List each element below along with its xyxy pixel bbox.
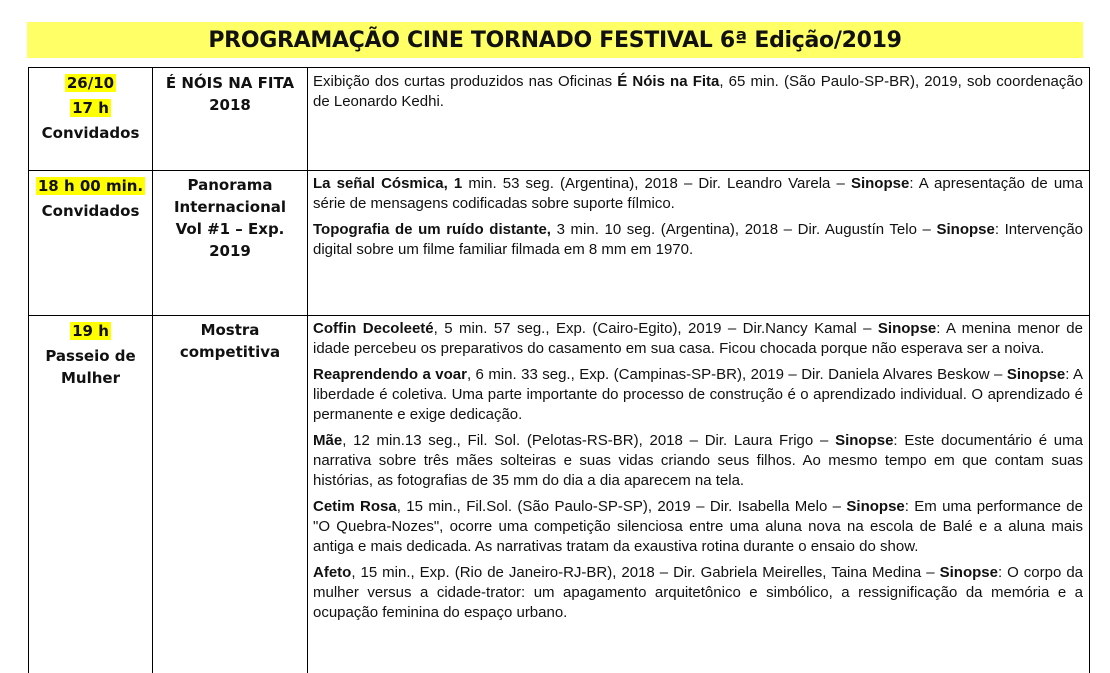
row-3-schedule xyxy=(29,320,152,392)
schedule-audience: Convidados xyxy=(41,124,140,142)
schedule-time: 17 h xyxy=(72,99,109,117)
row-2-description xyxy=(313,174,1083,266)
film-entry: Topografia de um ruído distante, 3 min. 10 seg. (Argentina), 2018 – Dir. Augustín Telo – Sinopse: Intervenção digital sobre um filme familiar filmada em 8 mm em 1970. xyxy=(313,221,1084,258)
schedule-date: 26/10 xyxy=(66,74,115,92)
row-1-schedule xyxy=(29,72,152,147)
row-1-program: É NÓIS NA FITA 2018 xyxy=(165,74,295,114)
column-divider xyxy=(152,67,153,673)
row-3-program: Mostra competitiva xyxy=(179,321,281,361)
film-entry: Mãe, 12 min.13 seg., Fil. Sol. (Pelotas-RS-BR), 2018 – Dir. Laura Frigo – Sinopse: Este documentário é uma narrativa sobre três mães solteiras e suas vidas criando seus filhos. Ao mesmo tempo em que contam suas histórias, as fotografias de 35 mm do dia a dia aparecem na tela. xyxy=(313,432,1083,489)
row-2-program: Panorama Internacional Vol #1 – Exp. 2019 xyxy=(173,176,287,260)
film-entry: La señal Cósmica, 1 min. 53 seg. (Argentina), 2018 – Dir. Leandro Varela – Sinopse: A apresentação de uma série de mensagens codificadas sobre suporte fílmico. xyxy=(313,175,1084,212)
row-1-description xyxy=(313,72,1083,118)
row-divider xyxy=(28,170,1090,171)
column-divider xyxy=(307,67,308,673)
film-entry: Afeto, 15 min., Exp. (Rio de Janeiro-RJ-BR), 2018 – Dir. Gabriela Meirelles, Taina Medina – Sinopse: O corpo da mulher versus a cidade-trator: um apagamento arquitetônico e simbólico, a ressignificação da memória e a ocupação feminina do espaço urbano. xyxy=(313,564,1084,621)
row-divider xyxy=(28,315,1090,316)
page-title: PROGRAMAÇÃO CINE TORNADO FESTIVAL 6ª Edição/2019 xyxy=(27,22,1083,58)
row-2-schedule xyxy=(29,175,152,225)
row-3-description xyxy=(313,319,1083,629)
film-entry: Cetim Rosa, 15 min., Fil.Sol. (São Paulo-SP-SP), 2019 – Dir. Isabella Melo – Sinopse: Em uma performance de "O Quebra-Nozes", ocorre uma competição silenciosa entre uma aluna nova na escola de Balé e a aluna mais antiga e mais dedicada. As narrativas tratam da exaustiva rotina durante o ensaio do show. xyxy=(313,498,1083,555)
film-entry: Reaprendendo a voar, 6 min. 33 seg., Exp. (Campinas-SP-BR), 2019 – Dir. Daniela Alvares Beskow – Sinopse: A liberdade é coletiva. Uma parte importante do processo de construção é o aprendizado individual. O aprendizado é permanente e exige dedicação. xyxy=(313,366,1083,423)
film-entry: Coffin Decoleeté, 5 min. 57 seg., Exp. (Cairo-Egito), 2019 – Dir.Nancy Kamal – Sinopse: A menina menor de idade percebeu os preparativos do casamento em sua casa. Ficou chocada porque não esperava ser a noiva. xyxy=(313,320,1083,357)
film-entry: Exibição dos curtas produzidos nas Oficinas É Nóis na Fita, 65 min. (São Paulo-SP-BR), 2019, sob coordenação de Leonardo Kedhi. xyxy=(313,73,1084,110)
schedule-audience: Convidados xyxy=(41,202,140,220)
row-divider xyxy=(28,67,1090,68)
table-border-right xyxy=(1089,67,1090,673)
schedule-audience: Passeio de Mulher xyxy=(45,347,136,387)
schedule-time: 18 h 00 min. xyxy=(37,177,144,195)
schedule-time: 19 h xyxy=(72,322,109,340)
